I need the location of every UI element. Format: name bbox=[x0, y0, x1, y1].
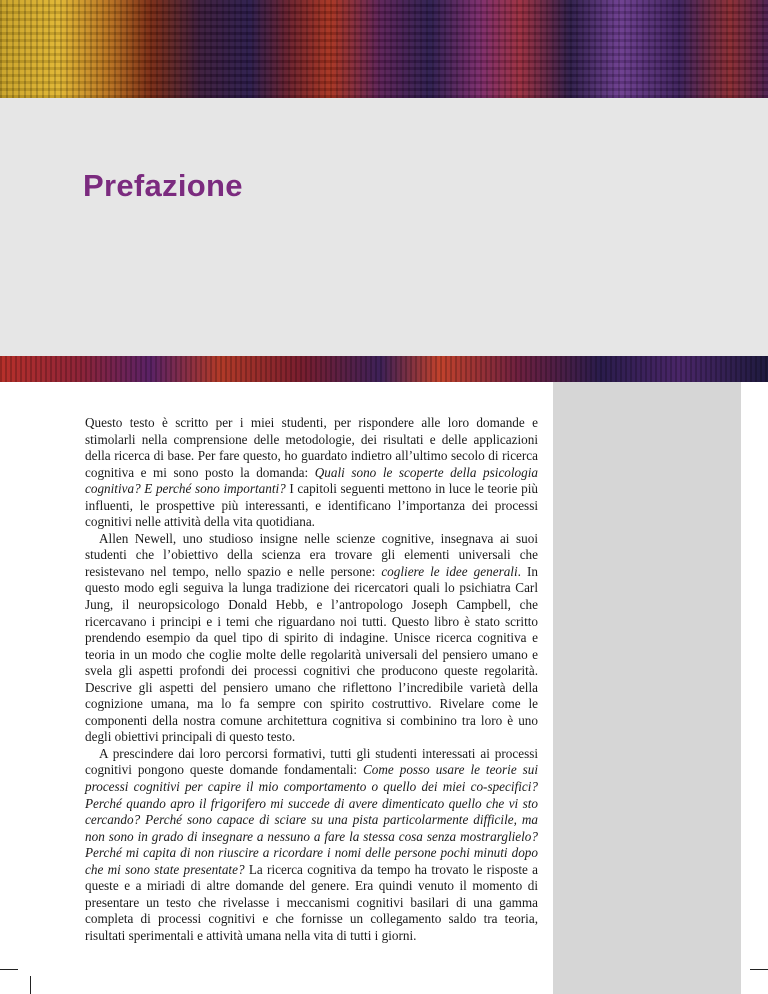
crop-mark bbox=[0, 969, 18, 970]
paragraph-emphasis: Quali sono le scoperte della psicologia cognitiva? E perché sono importanti? bbox=[85, 464, 539, 497]
page-title: Prefazione bbox=[83, 168, 243, 203]
paragraph bbox=[85, 746, 538, 945]
paragraph-text: . In questo modo egli seguiva la lunga tradizione dei ricercatori quali lo psichiatra Carl Jung, il neuropsicologo Donald Hebb, e l’antropologo Joseph Campbell, che ricercavano i principi e i temi che riguardano noi tutti. Questo libro è stato scritto prendendo esempio da quel tipo di spirito di indagine. Unisce ricerca cognitiva e teoria in un modo che coglie molte delle regolarità universali del pensiero umano e svela gli aspetti profondi dei processi cognitivi che producono queste regolarità. Descrive gli aspetti del pensiero umano che riflettono l’incredibile varietà della cognizione umana, ma lo fa sempre con spirito costruttivo. Rivelare come le componenti della nostra comune architettura cognitiva si combinino tra loro è uno degli obiettivi principali di questo testo. bbox=[85, 563, 538, 745]
crop-mark bbox=[750, 969, 768, 970]
title-panel bbox=[0, 98, 768, 356]
body-text bbox=[85, 415, 538, 945]
paragraph-text: I capitoli seguenti mettono in luce le teorie più influenti, le prospettive più interessanti, e identificano l’importanza dei processi cognitivi nelle attività della vita quotidiana. bbox=[85, 481, 539, 530]
margin-sidebar bbox=[553, 382, 741, 994]
paragraph bbox=[85, 415, 538, 531]
paragraph-text: Allen Newell, uno studioso insigne nelle scienze cognitive, insegnava ai suoi studenti che l’obiettivo della scienza era trovare gli elementi universali che resistevano nel tempo, nello spazio e nelle persone: bbox=[85, 530, 538, 579]
paragraph bbox=[85, 531, 538, 746]
paragraph-text: A prescindere dai loro percorsi formativi, tutti gli studenti interessati ai processi cognitivi pongono queste domande fondamentali: bbox=[85, 745, 538, 778]
textile-divider-image bbox=[0, 356, 768, 382]
paragraph-text: La ricerca cognitiva da tempo ha trovato le risposte a queste e a miriadi di altre domande del genere. Era quindi venuto il momento di presentare un testo che rivelasse i meccanismi cognitivi basilari di una gamma completa di processi cognitivi e che fornisse un collegamento saldo tra teoria, risultati sperimentali e attività umana nella vita di tutti i giorni. bbox=[85, 861, 538, 943]
crop-mark bbox=[30, 976, 31, 994]
paragraph-emphasis: Come posso usare le teorie sui processi cognitivi per capire il mio comportamento o quello dei miei co-specifici? Perché quando apro il frigorifero mi succede di avere dimenticato quello che vi sto cercando? Perché sono capace di sciare su una pista particolarmente difficile, ma non sono in grado di insegnare a nessuno a fare la stessa cosa senza mostrarglielo? Perché mi capita di non riuscire a ricordare i nomi delle persone pochi minuti dopo che mi sono state presentate? bbox=[85, 762, 539, 877]
paragraph-emphasis: cogliere le idee generali bbox=[381, 563, 518, 579]
textile-header-image bbox=[0, 0, 768, 98]
paragraph-text: Questo testo è scritto per i miei studenti, per rispondere alle loro domande e stimolarli nella comprensione delle metodologie, dei risultati e delle applicazioni della ricerca di base. Per fare questo, ho guardato indietro all’ultimo secolo di ricerca cognitiva e mi sono posto la domanda: bbox=[85, 415, 538, 480]
